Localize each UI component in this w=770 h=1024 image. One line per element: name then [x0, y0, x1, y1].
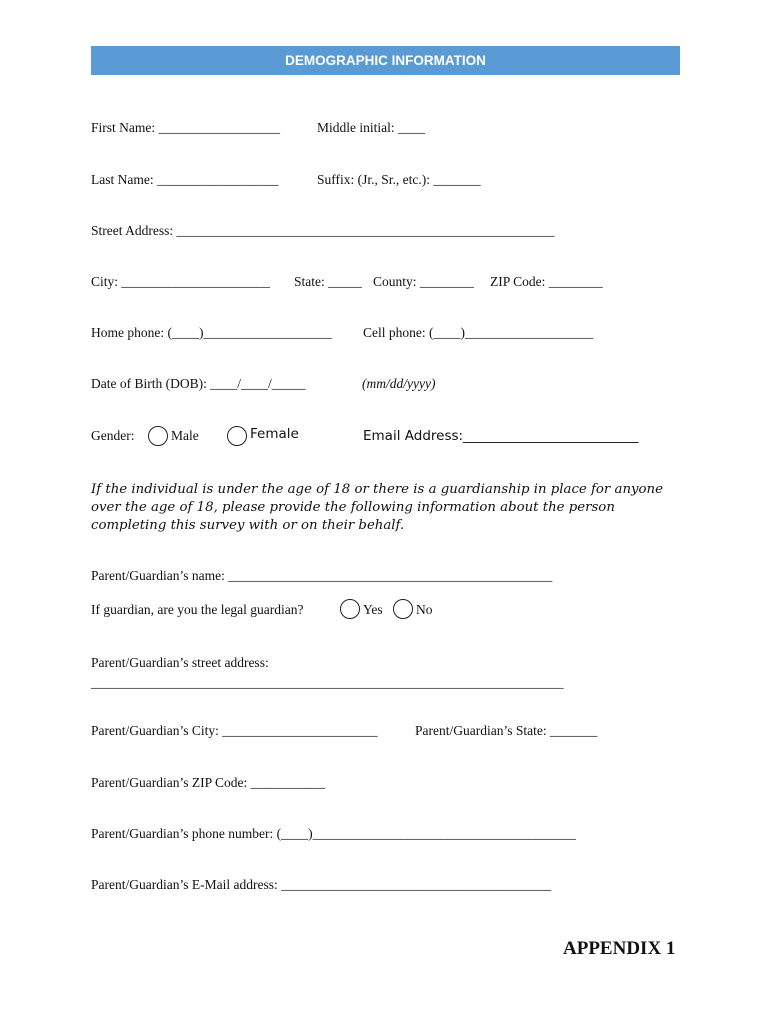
cell-phone-field[interactable]: Cell phone: (____)___________________ — [363, 325, 594, 340]
guardian-zip-field[interactable]: Parent/Guardian’s ZIP Code: ___________ — [91, 775, 325, 790]
legal-guardian-yes-radio[interactable] — [340, 599, 360, 619]
legal-guardian-yes-label: Yes — [363, 602, 383, 617]
guardian-street-label: Parent/Guardian’s street address: — [91, 655, 269, 670]
city-field[interactable]: City: ______________________ — [91, 274, 270, 289]
state-field[interactable]: State: _____ — [294, 274, 362, 289]
legal-guardian-no-label: No — [416, 602, 433, 617]
appendix-label: APPENDIX 1 — [563, 938, 676, 959]
dob-format-hint: (mm/dd/yyyy) — [362, 376, 436, 391]
gender-female-label: Female — [250, 426, 299, 442]
legal-guardian-question: If guardian, are you the legal guardian? — [91, 602, 304, 617]
guardian-city-field[interactable]: Parent/Guardian’s City: _______________________ — [91, 723, 378, 738]
email-field[interactable]: Email Address:__________________________ — [363, 428, 639, 444]
first-name-field[interactable]: First Name: __________________ — [91, 120, 280, 135]
guardian-phone-field[interactable]: Parent/Guardian’s phone number: (____)_______________________________________ — [91, 826, 576, 841]
suffix-field[interactable]: Suffix: (Jr., Sr., etc.): _______ — [317, 172, 481, 187]
guardian-state-field[interactable]: Parent/Guardian’s State: _______ — [415, 723, 598, 738]
last-name-field[interactable]: Last Name: __________________ — [91, 172, 279, 187]
guardian-instructions: If the individual is under the age of 18 or there is a guardianship in place for anyone over the age of 18, please provide the following information about the person completing this survey with or on their behalf. — [91, 482, 663, 533]
gender-male-label: Male — [171, 428, 199, 443]
home-phone-field[interactable]: Home phone: (____)___________________ — [91, 325, 332, 340]
gender-female-radio[interactable] — [227, 426, 247, 446]
county-field[interactable]: County: ________ — [373, 274, 474, 289]
legal-guardian-no-radio[interactable] — [393, 599, 413, 619]
gender-male-radio[interactable] — [148, 426, 168, 446]
section-header: DEMOGRAPHIC INFORMATION — [91, 46, 680, 75]
gender-label: Gender: — [91, 428, 135, 443]
middle-initial-field[interactable]: Middle initial: ____ — [317, 120, 425, 135]
guardian-email-field[interactable]: Parent/Guardian’s E-Mail address: ________________________________________ — [91, 877, 552, 892]
guardian-street-field[interactable]: ______________________________________________________________________ — [91, 675, 564, 690]
street-address-field[interactable]: Street Address: ________________________________________________________ — [91, 223, 555, 238]
dob-field[interactable]: Date of Birth (DOB): ____/____/_____ — [91, 376, 306, 391]
zip-code-field[interactable]: ZIP Code: ________ — [490, 274, 603, 289]
guardian-name-field[interactable]: Parent/Guardian’s name: ________________________________________________ — [91, 568, 553, 583]
